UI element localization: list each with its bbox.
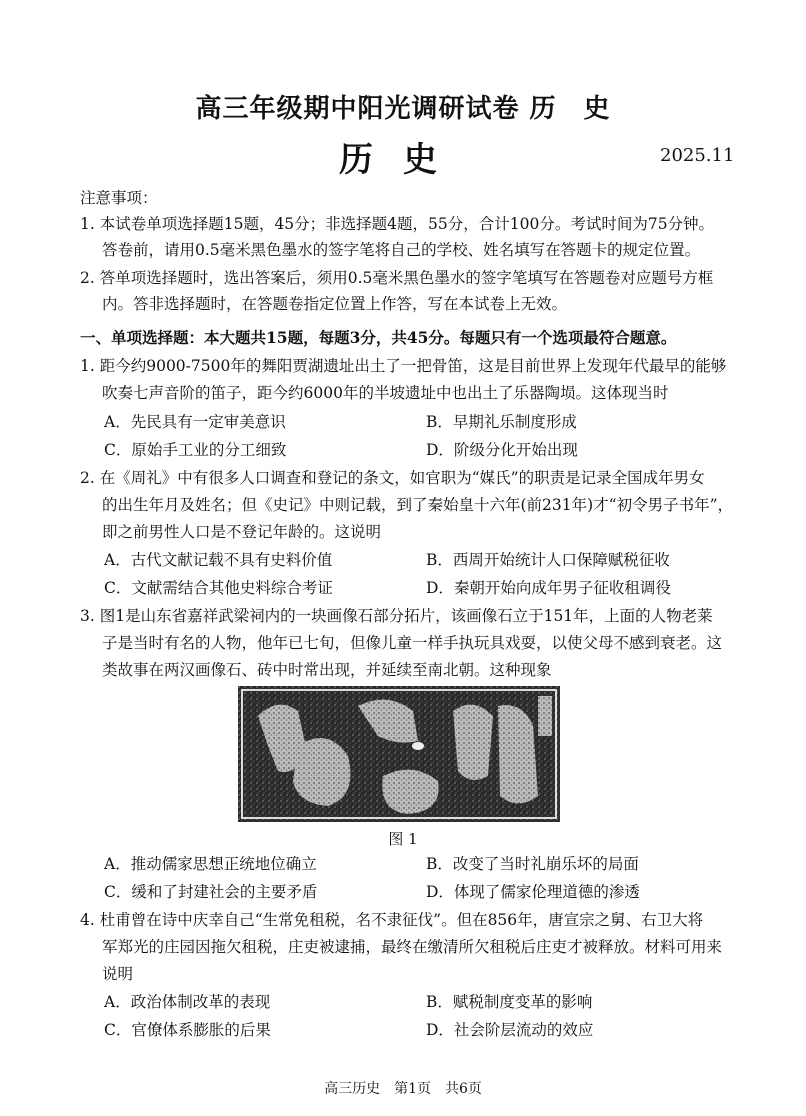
question-4-option-d[interactable]: D．社会阶层流动的效应 [426, 1021, 594, 1039]
question-4-line: 说明 [102, 965, 134, 983]
question-3-option-d[interactable]: D．体现了儒家伦理道德的渗透 [426, 883, 640, 901]
question-3-line: 子是当时有名的人物，他年已七旬，但像儿童一样手执玩具戏耍，以使父母不感到衰老。这 [102, 634, 723, 652]
question-4-line: 4. 杜甫曾在诗中庆幸自己“生常免租税，名不隶征伐”。但在856年，唐宣宗之舅、右卫大将 [80, 911, 704, 929]
question-4-option-c[interactable]: C．官僚体系膨胀的后果 [104, 1021, 271, 1039]
stone-rubbing-image [238, 686, 560, 822]
rubbing-illustration [238, 686, 560, 822]
question-1-line: 吹奏七声音阶的笛子，距今约6000年的半坡遗址中也出土了乐器陶埙。这体现当时 [102, 384, 669, 402]
exam-title-main: 高三年级期中阳光调研试卷 [195, 94, 520, 124]
question-1-option-a[interactable]: A．先民具有一定审美意识 [104, 413, 286, 431]
question-2-line: 即之前男性人口是不登记年龄的。这说明 [102, 523, 382, 541]
question-3-option-b[interactable]: B．改变了当时礼崩乐坏的局面 [426, 855, 639, 873]
exam-title [0, 88, 806, 125]
question-4-option-b[interactable]: B．赋税制度变革的影响 [426, 993, 593, 1011]
exam-date: 2025.11 [660, 145, 735, 166]
question-4-option-a[interactable]: A．政治体制改革的表现 [104, 993, 271, 1011]
question-3-option-c[interactable]: C．缓和了封建社会的主要矛盾 [104, 883, 318, 901]
question-2-line: 2. 在《周礼》中有很多人口调查和登记的条文，如官职为“媒氏”的职责是记录全国成年男女 [80, 469, 705, 487]
question-2-line: 的出生年月及姓名；但《史记》中则记载，到了秦始皇十六年(前231年)才“初令男子书年”， [102, 496, 734, 514]
question-2-option-b[interactable]: B．西周开始统计人口保障赋税征收 [426, 551, 670, 569]
section-heading: 一、单项选择题：本大题共15题，每题3分，共45分。每题只有一个选项最符合题意。 [80, 328, 677, 347]
notice-line: 2. 答单项选择题时，选出答案后，须用0.5毫米黑色墨水的签字笔填写在答题卷对应题号方框 [80, 269, 714, 287]
notice-line: 答卷前，请用0.5毫米黑色墨水的签字笔将自己的学校、姓名填写在答题卡的规定位置。 [102, 241, 701, 259]
notice-heading: 注意事项： [80, 189, 158, 207]
question-2-option-a[interactable]: A．古代文献记载不具有史料价值 [104, 551, 333, 569]
question-2-option-d[interactable]: D．秦朝开始向成年男子征收租调役 [426, 579, 671, 597]
exam-title-suffix: 历 史 [529, 94, 611, 124]
notice-line: 内。答非选择题时，在答题卷指定位置上作答，写在本试卷上无效。 [102, 295, 568, 313]
question-3-line: 类故事在两汉画像石、砖中时常出现，并延续至南北朝。这种现象 [102, 661, 552, 679]
question-4-line: 军郑光的庄园因拖欠租税，庄吏被逮捕，最终在缴清所欠租税后庄吏才被释放。材料可用来 [102, 938, 723, 956]
question-2-option-c[interactable]: C．文献需结合其他史料综合考证 [104, 579, 333, 597]
question-1-option-d[interactable]: D．阶级分化开始出现 [426, 441, 578, 459]
subject-title: 历史 [339, 140, 467, 180]
question-1-option-b[interactable]: B．早期礼乐制度形成 [426, 413, 577, 431]
page-footer: 高三历史 第1页 共6页 [324, 1081, 482, 1097]
notice-line: 1. 本试卷单项选择题15题，45分；非选择题4题，55分，合计100分。考试时间为75分钟。 [80, 215, 715, 233]
figure-caption: 图 1 [388, 830, 418, 848]
question-1-option-c[interactable]: C．原始手工业的分工细致 [104, 441, 287, 459]
question-1-line: 1. 距今约9000-7500年的舞阳贾湖遗址出土了一把骨笛，这是目前世界上发现年代最早的能够 [80, 357, 727, 375]
question-3-line: 3. 图1是山东省嘉祥武梁祠内的一块画像石部分拓片，该画像石立于151年，上面的人物老莱 [80, 607, 713, 625]
question-3-option-a[interactable]: A．推动儒家思想正统地位确立 [104, 855, 317, 873]
